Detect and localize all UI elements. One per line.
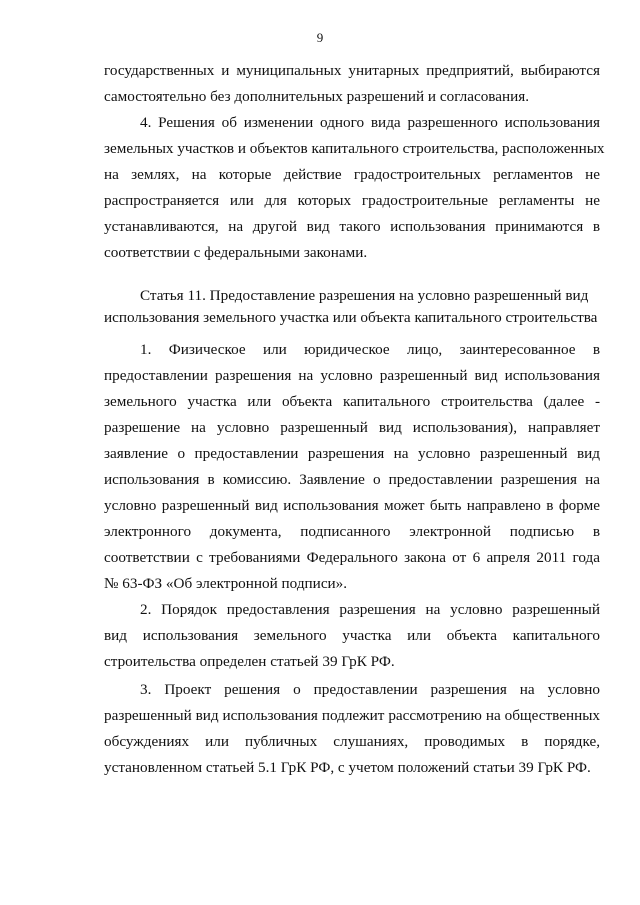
text-line: соответствии с федеральными законами. [104,244,368,261]
text-line: устанавливаются, на другой вид такого использования принимаются в [104,218,600,235]
text-line: 4. Решения об изменении одного вида разрешенного использования [140,114,600,131]
text-line: государственных и муниципальных унитарных предприятий, выбираются [104,62,600,79]
text-line: использования в комиссию. Заявление о предоставлении разрешения на [104,471,600,488]
text-line: предоставлении разрешения на условно разрешенный вид использования [104,367,600,384]
text-line: условно разрешенный вид использования может быть направлено в форме [104,497,600,514]
text-line: № 63-ФЗ «Об электронной подписи». [104,575,348,592]
text-line: установленном статьей 5.1 ГрК РФ, с учетом положений статьи 39 ГрК РФ. [104,759,591,776]
text-line: соответствии с требованиями Федерального закона от 6 апреля 2011 года [104,549,600,566]
text-line: самостоятельно без дополнительных разрешений и согласования. [104,88,530,105]
text-line: строительства определен статьей 39 ГрК РФ. [104,653,395,670]
text-line: распространяется или для которых градостроительные регламенты не [104,192,600,209]
page-number: 9 [316,30,324,45]
text-line: 3. Проект решения о предоставлении разрешения на условно [140,681,600,698]
heading-line: Статья 11. Предоставление разрешения на условно разрешенный вид [140,287,589,304]
text-line: заявление о предоставлении разрешения на условно разрешенный вид [104,445,600,462]
text-line: на землях, на которые действие градостроительных регламентов не [104,166,600,183]
text-line: обсуждениях или публичных слушаниях, проводимых в порядке, [104,733,600,750]
paragraph-2 [104,597,600,675]
paragraph-continuation [104,58,600,110]
text-line: 2. Порядок предоставления разрешения на условно разрешенный [140,601,600,618]
heading-line: использования земельного участка или объекта капитального строительства [104,309,598,326]
paragraph-4 [104,110,605,266]
article-heading [104,285,600,329]
paragraph-3 [104,677,600,781]
text-line: разрешение на условно разрешенный вид использования), направляет [104,419,600,436]
text-line: земельных участков и объектов капитального строительства, расположенных [104,140,605,157]
text-line: 1. Физическое или юридическое лицо, заинтересованное в [140,341,600,358]
text-line: электронного документа, подписанного электронной подписью в [104,523,600,540]
text-line: разрешенный вид использования подлежит рассмотрению на общественных [104,707,600,724]
text-line: земельного участка или объекта капитального строительства (далее - [104,393,600,410]
text-line: вид использования земельного участка или объекта капитального [104,627,600,644]
paragraph-1 [104,337,600,597]
